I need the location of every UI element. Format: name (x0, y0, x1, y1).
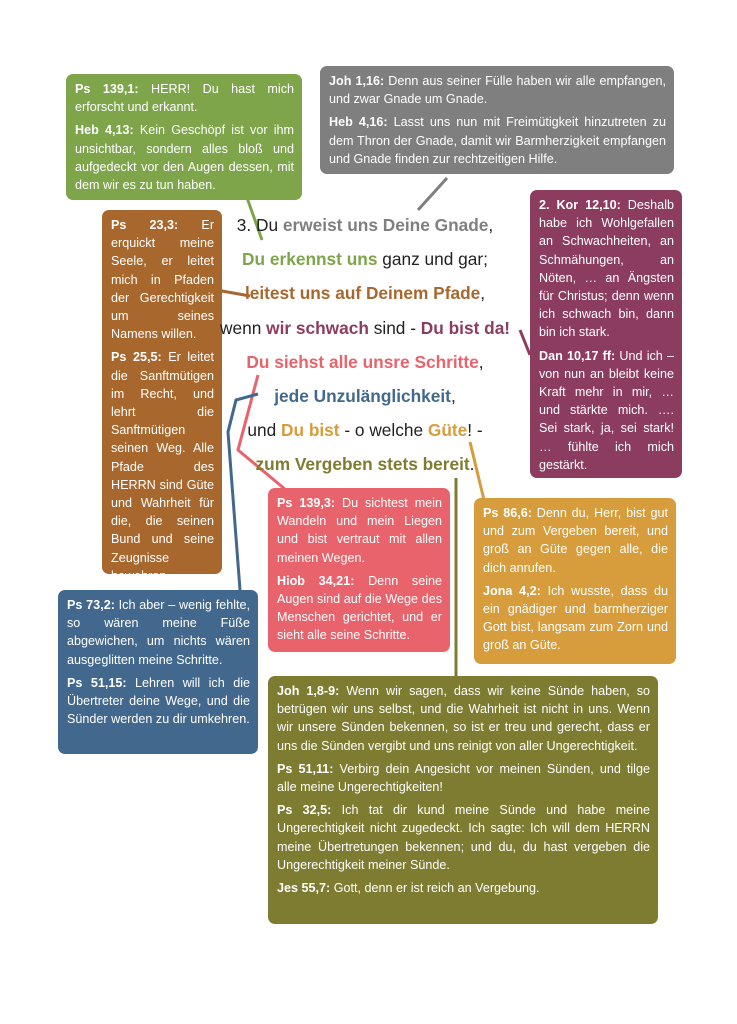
verse-line-6: jede Unzulänglichkeit, (274, 386, 456, 407)
verse-line-7: und Du bist - o welche Güte! - (247, 420, 483, 441)
verse-line-2: Du erkennst uns ganz und gar; (242, 249, 488, 270)
note-entry: Ps 51,11: Verbirg dein Angesicht vor meinen Sünden, und tilge alle meine Ungerechtigkeiten! (277, 761, 650, 795)
note-entry: Ps 139,1: HERR! Du hast mich erforscht und erkannt. (75, 82, 294, 115)
hymn-verse-3 (220, 208, 510, 482)
note-entry: Ps 32,5: Ich tat dir kund meine Sünde und habe meine Ungerechtigkeit nicht zugedeckt. Ich sagte: Ich will dem HERRN meine Übertretungen bekennen; und du, du hast vergeben die Ungerechtigkeit meiner Sünde. (277, 803, 650, 872)
note-ps73-2 (58, 590, 258, 754)
note-entry: Ps 23,3: Er erquickt meine Seele, er leitet mich in Pfaden der Gerechtigkeit um seines Namens willen. (111, 218, 215, 342)
verse-line-8: zum Vergeben stets bereit. (255, 454, 475, 475)
note-entry: Heb 4,13: Kein Geschöpf ist vor ihm unsichtbar, sondern alles bloß und aufgedeckt vor den Augen dessen, mit dem wir es zu tun haben. (75, 123, 294, 193)
note-entry: Joh 1,16: Denn aus seiner Fülle haben wir alle empfangen, und zwar Gnade um Gnade. (329, 74, 666, 107)
note-ps139-3 (268, 488, 450, 652)
connector-gray (418, 178, 447, 210)
note-entry: Ps 25,5: Er leitet die Sanftmütigen im Recht, und lehrt die Sanftmütigen seinen Weg. Alle Pfade des HERRN sind Güte und Wahrheit für die, die seinen Bund und seine Zeugnisse bewahren. (111, 350, 214, 583)
note-ps86-6 (474, 498, 676, 664)
note-entry: Joh 1,8-9: Wenn wir sagen, dass wir keine Sünde haben, so betrügen wir uns selbst, und die Wahrheit ist nicht in uns. Wenn wir unsere Sünden bekennen, so ist er treu und gerecht, dass er uns die Sünden vergibt und uns reinigt von aller Ungerechtigkeit. (277, 684, 651, 753)
verse-line-3: leitest uns auf Deinem Pfade, (244, 283, 486, 304)
note-entry: Ps 51,15: Lehren will ich die Übertreter deine Wege, und die Sünder werden zu dir umkehren. (67, 675, 250, 727)
note-entry: Heb 4,16: Lasst uns nun mit Freimütigkeit hinzutreten zu dem Thron der Gnade, damit wir Barmherzigkeit empfangen und Gnade finden zur rechtzeitigen Hilfe. (329, 115, 666, 166)
note-entry: Jona 4,2: Ich wusste, dass du ein gnädiger und barmherziger Gott bist, langsam zum Zorn und groß an Güte. (483, 583, 668, 653)
verse-line-4: wenn wir schwach sind - Du bist da! (220, 317, 511, 338)
note-2kor12-10 (530, 190, 682, 478)
note-ps139-1 (66, 74, 302, 200)
note-entry: Hiob 34,21: Denn seine Augen sind auf die Wege des Menschen gerichtet, und er sieht alle seine Schritte. (277, 573, 442, 643)
verse-line-1: 3. Du erweist uns Deine Gnade, (236, 215, 494, 235)
note-entry: Ps 86,6: Denn du, Herr, bist gut und zum Vergeben bereit, und groß an Güte gegen alle, die dich anrufen. (483, 506, 668, 575)
verse-line-5: Du siehst alle unsre Schritte, (246, 351, 484, 372)
note-entry: Ps 73,2: Ich aber – wenig fehlte, so wären meine Füße abgewichen, um nichts wären ausgeglitten meine Schritte. (67, 598, 251, 667)
note-entry: Jes 55,7: Gott, denn er ist reich an Vergebung. (277, 881, 540, 896)
note-entry: Ps 139,3: Du sichtest mein Wandeln und mein Liegen und bist vertraut mit allen meinen Wegen. (277, 496, 442, 565)
note-joh1-8 (268, 676, 658, 924)
note-ps23-3 (102, 210, 222, 583)
note-entry: Dan 10,17 ff: Und ich – von nun an bleibt keine Kraft mehr in mir, … und stärkte mich. …. Sei stark, ja, sei stark! … fühlte ich mich gestärkt. (539, 348, 674, 472)
note-joh1-16 (320, 66, 674, 174)
connector-purple (520, 330, 530, 355)
note-entry: 2. Kor 12,10: Deshalb habe ich Wohlgefallen an Schwachheiten, an Schmähungen, an Nöten, … an Ängsten für Christus; denn wenn ich schwach bin, dann bin ich stark. (539, 198, 674, 340)
